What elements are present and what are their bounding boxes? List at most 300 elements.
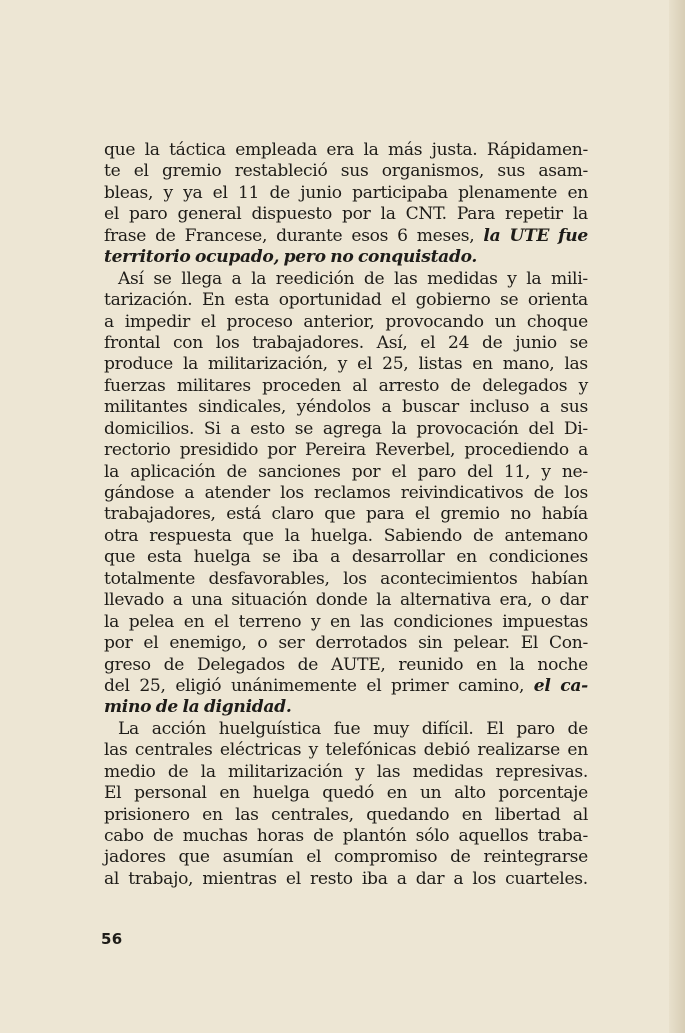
word: aquellos <box>458 826 529 846</box>
word: el <box>306 847 322 868</box>
word: un <box>494 311 516 332</box>
italic-word: conquistado. <box>357 247 478 268</box>
word: el <box>366 675 382 696</box>
word: era <box>326 140 354 160</box>
word: frase <box>104 225 147 246</box>
word: rectorio <box>104 440 171 461</box>
word: justa. <box>431 140 478 160</box>
word: Si <box>203 418 221 439</box>
word: habían <box>530 568 588 589</box>
word: las <box>235 804 259 825</box>
word: por <box>104 633 133 654</box>
text-line <box>104 440 588 461</box>
word: anterior, <box>303 311 375 332</box>
word: se <box>500 290 519 311</box>
word: fuerzas <box>104 375 166 396</box>
word: de <box>226 461 247 482</box>
word: los <box>472 868 497 889</box>
word: por <box>267 440 296 461</box>
word: prisionero <box>104 804 190 825</box>
word: las <box>564 354 588 375</box>
word: y <box>541 461 551 482</box>
word: mili- <box>550 268 588 289</box>
text-line <box>104 805 588 826</box>
word: en <box>456 547 477 568</box>
word: sólo <box>415 826 450 846</box>
word: la <box>572 204 588 225</box>
word: la <box>380 204 396 225</box>
word: participaba <box>352 182 448 203</box>
word: respuesta <box>149 525 232 546</box>
text-line <box>104 140 588 161</box>
word: orienta <box>527 290 588 311</box>
word: plenamente <box>458 182 558 203</box>
word: la <box>182 354 199 375</box>
word: no <box>510 504 532 525</box>
word: la <box>391 418 407 439</box>
word: del <box>104 675 130 696</box>
word: quedando <box>366 804 450 825</box>
word: derrotados <box>315 633 408 654</box>
word: donde <box>315 590 368 611</box>
word: reunido <box>398 654 464 675</box>
word: de <box>567 718 588 739</box>
word: que <box>242 525 274 546</box>
word: o <box>257 633 268 654</box>
word: muchas <box>182 826 248 846</box>
word: alternativa <box>399 590 491 611</box>
text-line <box>104 312 588 333</box>
word: 25, <box>139 675 166 696</box>
word: cabo <box>104 826 144 846</box>
word: se <box>153 268 172 289</box>
word: reintegrarse <box>483 847 588 868</box>
word: Delegados <box>196 654 285 675</box>
word: y <box>355 761 365 782</box>
word: Francese, <box>184 225 268 246</box>
word: en <box>183 611 205 632</box>
word: debió <box>423 740 470 761</box>
word: El <box>104 783 122 804</box>
word: de <box>155 225 176 246</box>
word: personal <box>134 783 207 804</box>
word: Así <box>118 268 144 289</box>
word: resto <box>310 868 353 889</box>
text-line <box>104 719 588 740</box>
word: militares <box>176 375 251 396</box>
word: militarización, <box>208 354 328 375</box>
word: CNT. <box>405 204 447 225</box>
word: impuestas <box>502 611 588 632</box>
word: Reverbel, <box>375 440 456 461</box>
word: 11, <box>503 461 531 482</box>
word: durante <box>276 225 343 246</box>
word: 11 <box>237 182 260 203</box>
word: traba- <box>537 826 588 846</box>
word: Di- <box>563 418 588 439</box>
word: aplicación <box>130 461 216 482</box>
text-line <box>104 740 588 761</box>
word: esos <box>351 225 389 246</box>
word: y <box>310 611 321 632</box>
word: restableció <box>234 161 328 182</box>
word: meses, <box>416 225 475 246</box>
word: a <box>231 268 242 289</box>
word: compromiso <box>334 847 438 868</box>
text-line <box>104 333 588 354</box>
word: la <box>376 590 392 611</box>
word: centrales <box>134 740 213 761</box>
word: mano, <box>502 354 555 375</box>
word: a <box>184 483 195 503</box>
word: huelga <box>252 783 310 804</box>
word: o <box>540 590 551 611</box>
word: paro <box>417 461 456 482</box>
text-line <box>104 655 588 676</box>
word: el <box>143 633 159 654</box>
text-line <box>104 483 588 504</box>
word: por <box>341 204 371 225</box>
text-line <box>104 204 588 225</box>
word: que <box>324 504 356 525</box>
word: de <box>481 332 503 353</box>
word: el <box>414 504 430 525</box>
word: la <box>104 461 120 482</box>
word: libertad <box>494 804 561 825</box>
italic-word: de <box>155 697 178 718</box>
word: oportunidad <box>278 290 382 311</box>
word: en <box>219 783 240 804</box>
word: cuarteles. <box>505 868 588 889</box>
word: y <box>163 182 173 203</box>
italic-word: pero <box>283 247 326 268</box>
text-line <box>104 462 588 483</box>
word: a <box>453 868 464 889</box>
italic-word: la <box>483 225 501 246</box>
italic-word: fue <box>558 225 588 246</box>
word: El <box>520 633 539 654</box>
word: la <box>200 761 216 782</box>
word: el <box>391 290 407 311</box>
word: gremio <box>162 161 222 182</box>
word: de <box>163 654 185 675</box>
word: En <box>201 290 225 311</box>
word: eléctricas <box>219 740 302 761</box>
word: junio <box>515 332 557 353</box>
word: para <box>366 504 405 525</box>
word: la <box>251 268 267 289</box>
word: de <box>450 375 471 396</box>
word: Sabiendo <box>383 525 463 546</box>
word: al <box>572 804 588 825</box>
word: huelga. <box>310 525 373 546</box>
word: impedir <box>124 311 190 332</box>
word: era, <box>499 590 533 611</box>
word: Con- <box>548 633 588 654</box>
word: asumían <box>222 847 294 868</box>
italic-word: dignidad. <box>203 697 292 718</box>
word: realizarse <box>477 740 560 761</box>
word: que <box>178 847 210 868</box>
word: huelga <box>193 547 251 568</box>
word: más <box>387 140 423 160</box>
word: a <box>539 397 550 418</box>
word: horas <box>256 826 304 846</box>
word: acción <box>151 718 206 739</box>
word: totalmente <box>104 568 196 589</box>
word: proceso <box>226 311 293 332</box>
word: medidas <box>427 268 498 289</box>
word: buscar <box>402 397 459 418</box>
word: bleas, <box>104 182 154 203</box>
word: a <box>330 547 340 568</box>
text-line <box>104 869 588 890</box>
italic-word: no <box>330 247 354 268</box>
word: por <box>351 461 381 482</box>
word: un <box>419 783 442 804</box>
word: desarrollar <box>351 547 445 568</box>
word: dar <box>415 868 445 889</box>
word: iba <box>292 547 319 568</box>
text-line <box>104 226 588 247</box>
word: fue <box>333 718 361 739</box>
word: muy <box>373 718 410 739</box>
word: la <box>284 525 300 546</box>
word: dar <box>559 590 588 611</box>
word: en <box>202 804 223 825</box>
word: presidido <box>179 440 259 461</box>
word: atender <box>204 483 270 503</box>
word: alto <box>454 783 486 804</box>
word: delegados <box>482 375 568 396</box>
word: al <box>352 375 368 396</box>
word: el <box>213 611 229 632</box>
text-line <box>104 847 588 868</box>
word: en <box>472 354 493 375</box>
word: desfavorables, <box>208 568 330 589</box>
word: en <box>329 611 351 632</box>
word: medio <box>104 761 156 782</box>
word: se <box>294 418 314 439</box>
word: La <box>118 718 139 739</box>
word: reivindicativos <box>400 483 524 503</box>
italic-word: mino <box>104 697 152 718</box>
word: repetir <box>505 204 563 225</box>
italic-word: ca- <box>560 675 588 696</box>
word: está <box>226 504 261 525</box>
word: terreno <box>238 611 302 632</box>
word: en <box>476 654 497 675</box>
word: noche <box>537 654 588 675</box>
word: otra <box>104 525 139 546</box>
word: reclamos <box>314 483 391 503</box>
word: llevado <box>104 590 165 611</box>
word: del <box>467 461 493 482</box>
text-line <box>104 783 588 804</box>
word: sindicales, <box>198 397 287 418</box>
word: se <box>569 332 588 353</box>
word: de <box>269 182 290 203</box>
word: las <box>393 268 418 289</box>
italic-word: el <box>533 675 551 696</box>
text-line <box>104 354 588 375</box>
word: general <box>177 204 242 225</box>
word: el <box>357 354 373 375</box>
word: difícil. <box>421 718 474 739</box>
word: sus <box>497 161 526 182</box>
word: organismos, <box>381 161 485 182</box>
word: porcentaje <box>498 783 588 804</box>
word: medidas <box>412 761 484 782</box>
word: gobierno <box>415 290 491 311</box>
word: tarización. <box>104 290 193 311</box>
word: represivas. <box>495 761 588 782</box>
word: 24 <box>448 332 470 353</box>
word: Así, <box>376 332 408 353</box>
text-line <box>104 419 588 440</box>
text-line <box>104 826 588 847</box>
word: condiciones <box>488 547 588 568</box>
word: sus <box>340 161 369 182</box>
word: frontal <box>104 332 161 353</box>
word: junio <box>300 182 342 203</box>
word: listas <box>418 354 463 375</box>
word: te <box>104 161 121 182</box>
word: militantes <box>104 397 188 418</box>
word: la <box>509 654 525 675</box>
word: las <box>104 740 128 761</box>
word: centrales, <box>271 804 354 825</box>
word: con <box>173 332 203 353</box>
word: Pereira <box>304 440 366 461</box>
page-number: 56 <box>101 930 123 948</box>
word: a <box>396 868 407 889</box>
word: trabajadores. <box>252 332 364 353</box>
body-text <box>104 140 588 890</box>
word: gremio <box>440 504 500 525</box>
word: choque <box>526 311 588 332</box>
word: domicilios. <box>104 418 195 439</box>
word: y <box>337 354 348 375</box>
text-line <box>104 269 588 290</box>
word: greso <box>104 654 151 675</box>
word: iba <box>361 868 388 889</box>
word: AUTE, <box>330 654 386 675</box>
word: de <box>297 654 319 675</box>
word: la <box>104 611 120 632</box>
text-line <box>104 290 588 311</box>
word: camino, <box>458 675 525 696</box>
word: del <box>528 418 554 439</box>
word: de <box>313 826 334 846</box>
word: el <box>285 868 301 889</box>
text-line <box>104 697 588 718</box>
text-line <box>104 569 588 590</box>
word: condiciones <box>393 611 493 632</box>
word: había <box>541 504 588 525</box>
word: 6 <box>397 225 408 246</box>
word: de <box>167 761 189 782</box>
word: situación <box>231 590 308 611</box>
word: de <box>533 483 555 503</box>
word: de <box>473 525 494 546</box>
word: plantón <box>342 826 407 846</box>
text-line <box>104 590 588 611</box>
word: a <box>230 418 241 439</box>
word: en <box>567 182 588 203</box>
word: se <box>262 547 281 568</box>
word: los <box>343 568 367 589</box>
word: claro <box>271 504 314 525</box>
word: asam- <box>538 161 588 182</box>
word: procediendo <box>464 440 569 461</box>
word: esta <box>234 290 270 311</box>
word: paro <box>516 718 555 739</box>
word: empleada <box>235 140 317 160</box>
text-line <box>104 161 588 182</box>
word: quedó <box>322 783 375 804</box>
word: táctica <box>169 140 226 160</box>
word: pelear. <box>453 633 510 654</box>
italic-word: la <box>182 697 200 718</box>
word: la <box>144 140 160 160</box>
word: el <box>420 332 436 353</box>
word: ya <box>183 182 203 203</box>
italic-word: territorio <box>104 247 191 268</box>
word: provocación <box>416 418 519 439</box>
word: paro <box>129 204 168 225</box>
word: provocando <box>385 311 484 332</box>
word: los <box>215 332 240 353</box>
word: una <box>191 590 223 611</box>
word: en <box>386 783 408 804</box>
word: a <box>578 440 588 461</box>
word: ne- <box>561 461 588 482</box>
word: yéndolos <box>296 397 371 418</box>
word: esta <box>147 547 182 568</box>
page-edge <box>669 0 685 1033</box>
text-line <box>104 612 588 633</box>
word: sin <box>418 633 443 654</box>
word: mientras <box>202 868 277 889</box>
word: militarización <box>228 761 343 782</box>
word: de <box>153 826 174 846</box>
word: las <box>360 611 384 632</box>
word: sus <box>560 397 588 418</box>
word: el <box>104 204 119 225</box>
word: a <box>104 311 114 332</box>
word: El <box>486 718 504 739</box>
word: 25, <box>382 354 409 375</box>
word: reedición <box>275 268 355 289</box>
word: Para <box>456 204 495 225</box>
word: pelea <box>128 611 175 632</box>
word: esto <box>250 418 285 439</box>
word: los <box>564 483 588 503</box>
word: incluso <box>469 397 530 418</box>
word: enemigo, <box>169 633 247 654</box>
text-line <box>104 183 588 204</box>
word: Rápidamen- <box>486 140 588 160</box>
text-line <box>104 526 588 547</box>
word: trabajadores, <box>104 504 216 525</box>
word: al <box>104 868 120 889</box>
word: gándose <box>104 483 175 503</box>
word: la <box>363 140 379 160</box>
word: de <box>450 847 471 868</box>
word: la <box>526 268 542 289</box>
text-line <box>104 247 588 268</box>
